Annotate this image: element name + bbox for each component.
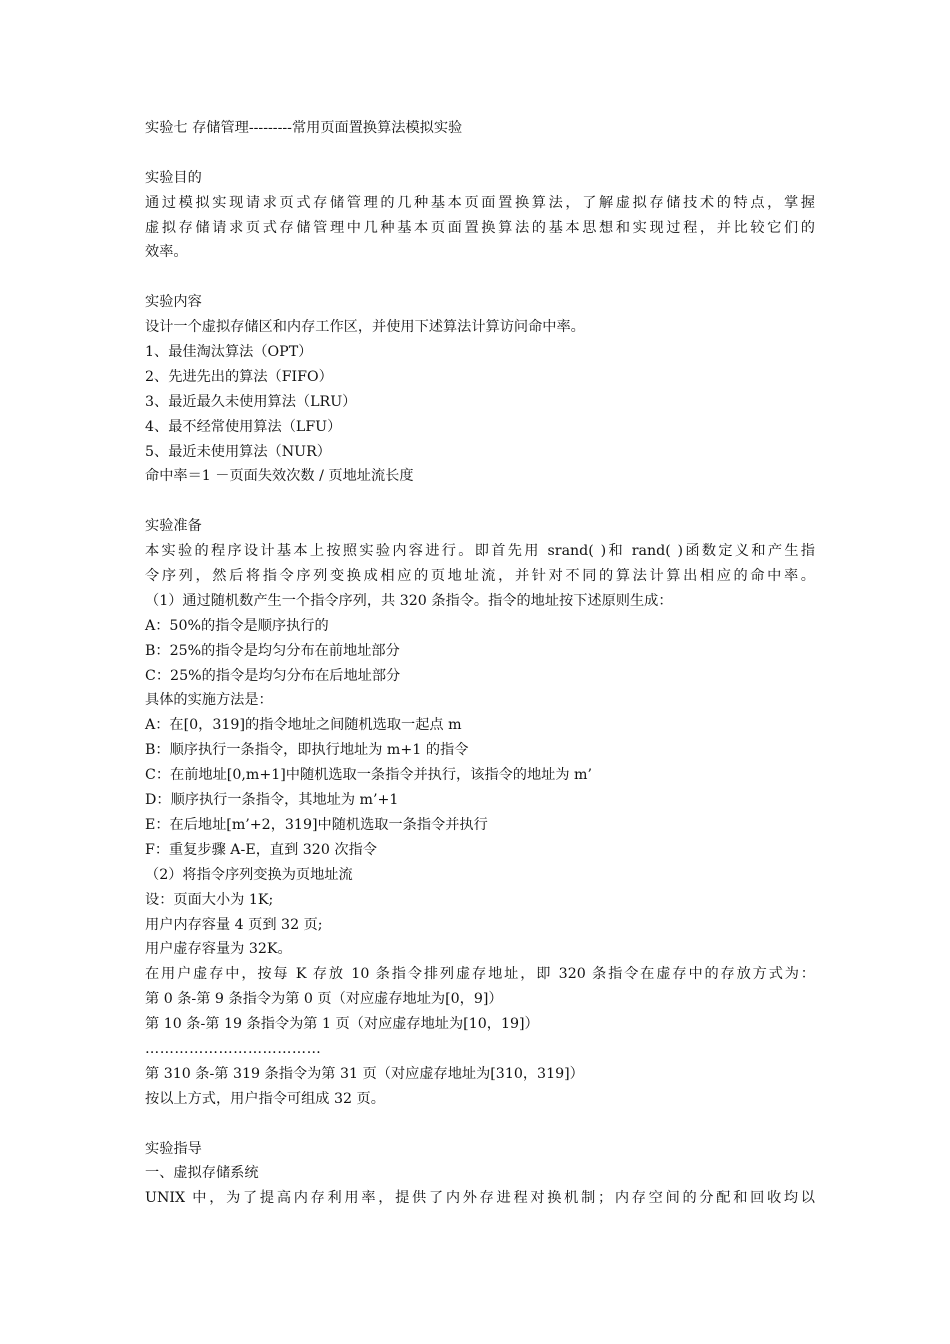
preparation-line-23: 按以上方式，用户指令可组成 32 页。: [145, 1090, 385, 1107]
preparation-line-1: 本实验的程序设计基本上按照实验内容进行。即首先用 srand( )和 rand( )函数定义和产生指: [145, 543, 815, 560]
preparation-line-9: B：顺序执行一条指令，即执行地址为 m+1 的指令: [145, 742, 469, 759]
preparation-line-20: 第 10 条-第 19 条指令为第 1 页（对应虚存地址为[10，19]）: [145, 1016, 539, 1033]
spacer: [145, 489, 815, 514]
document-title: 实验七 存储管理---------常用页面置换算法模拟实验: [145, 120, 463, 136]
spacer: [145, 1112, 815, 1137]
preparation-line-6: C：25%的指令是均匀分布在后地址部分: [145, 667, 401, 684]
preparation-line-3: （1）通过随机数产生一个指令序列，共 320 条指令。指令的地址按下述原则生成：: [145, 592, 673, 609]
guidance-line-2: UNIX 中，为了提高内存利用率，提供了内外存进程对换机制；内存空间的分配和回收均以: [145, 1190, 815, 1207]
preparation-line-4: A：50%的指令是顺序执行的: [145, 617, 329, 634]
preparation-line-13: F：重复步骤 A-E，直到 320 次指令: [145, 841, 377, 858]
preparation-line-5: B：25%的指令是均匀分布在前地址部分: [145, 642, 400, 659]
preparation-ellipsis-line: ………………………………: [145, 1040, 322, 1057]
content-line-3: 2、先进先出的算法（FIFO）: [145, 368, 333, 385]
preparation-line-2: 令序列，然后将指令序列变换成相应的页地址流，并针对不同的算法计算出相应的命中率。: [145, 568, 815, 585]
preparation-line-16: 用户内存容量 4 页到 32 页;: [145, 916, 323, 933]
preparation-line-7: 具体的实施方法是：: [145, 692, 273, 709]
preparation-line-19: 第 0 条-第 9 条指令为第 0 页（对应虚存地址为[0，9]）: [145, 991, 503, 1008]
content-line-5: 4、最不经常使用算法（LFU）: [145, 418, 342, 435]
preparation-line-14: （2）将指令序列变换为页地址流: [145, 866, 353, 883]
preparation-line-8: A：在[0，319]的指令地址之间随机选取一起点 m: [145, 717, 462, 734]
section-heading-content: 实验内容: [145, 294, 202, 311]
content-line-7: 命中率＝1 －页面失效次数 / 页地址流长度: [145, 468, 414, 485]
purpose-line-2: 虚拟存储请求页式存储管理中几种基本页面置换算法的基本思想和实现过程，并比较它们的: [145, 219, 815, 236]
preparation-line-17: 用户虚存容量为 32K。: [145, 941, 292, 958]
section-heading-purpose: 实验目的: [145, 169, 202, 186]
preparation-line-18: 在用户虚存中，按每 K 存放 10 条指令排列虚存地址，即 320 条指令在虚存中的存放方式为：: [145, 966, 815, 983]
preparation-line-15: 设：页面大小为 1K;: [145, 891, 274, 908]
preparation-line-22: 第 310 条-第 319 条指令为第 31 页（对应虚存地址为[310，319]）: [145, 1065, 584, 1082]
content-line-2: 1、最佳淘汰算法（OPT）: [145, 344, 313, 361]
section-heading-guidance: 实验指导: [145, 1140, 202, 1157]
preparation-line-12: E：在后地址[m’+2，319]中随机选取一条指令并执行: [145, 816, 488, 833]
spacer: [145, 141, 815, 166]
preparation-line-10: C：在前地址[0,m+1]中随机选取一条指令并执行，该指令的地址为 m’: [145, 767, 592, 784]
section-heading-preparation: 实验准备: [145, 518, 202, 535]
preparation-line-11: D：顺序执行一条指令，其地址为 m’+1: [145, 792, 399, 809]
content-line-6: 5、最近未使用算法（NUR）: [145, 443, 331, 460]
spacer: [145, 265, 815, 290]
document-page: [145, 116, 815, 1211]
purpose-line-3: 效率。: [145, 244, 188, 261]
content-line-4: 3、最近最久未使用算法（LRU）: [145, 393, 357, 410]
purpose-line-1: 通过模拟实现请求页式存储管理的几种基本页面置换算法，了解虚拟存储技术的特点，掌握: [145, 194, 815, 211]
guidance-line-1: 一、虚拟存储系统: [145, 1165, 259, 1182]
content-line-1: 设计一个虚拟存储区和内存工作区，并使用下述算法计算访问命中率。: [145, 319, 585, 336]
